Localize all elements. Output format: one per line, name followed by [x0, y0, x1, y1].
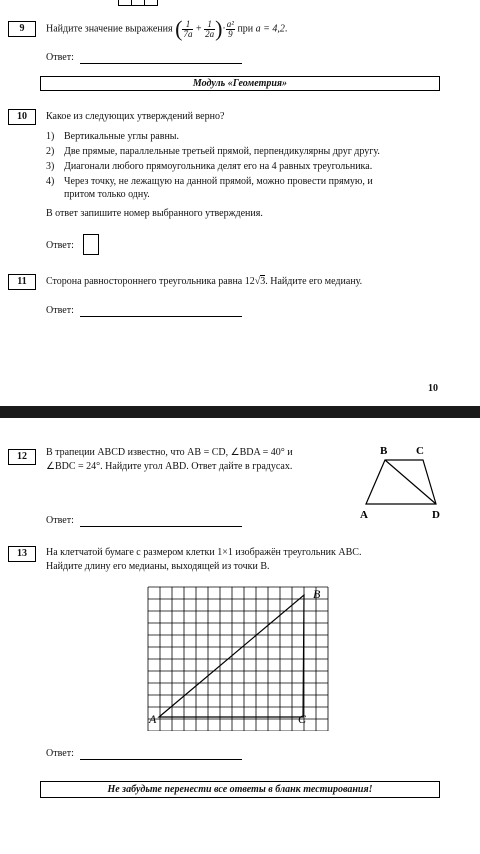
trapezoid-figure [356, 440, 452, 524]
right-paren: ) [215, 16, 223, 41]
label-a: A [360, 509, 368, 521]
top-cell [118, 0, 132, 6]
task10-item-3: 3) Диагонали любого прямоугольника делят его на 4 равных треугольника. [46, 161, 373, 172]
left-paren: ( [175, 16, 183, 41]
task11-number: 11 [8, 274, 36, 290]
grid-label-b: B [313, 587, 321, 601]
top-cell [131, 0, 145, 6]
task11-text-after: . Найдите его медиану. [265, 276, 363, 287]
grid-lines [148, 587, 328, 731]
top-cell [144, 0, 158, 6]
task10-instruction: В ответ запишите номер выбранного утверждения. [46, 208, 263, 219]
fraction-3: $\frac{\text{a²}}{9}$ [226, 18, 234, 39]
task9-answer-label: Ответ: [46, 52, 74, 63]
task11-answer-line[interactable] [80, 316, 242, 317]
footer-reminder: Не забудьте перенести все ответы в бланк тестирования! [40, 781, 440, 798]
task10-question: Какое из следующих утверждений верно? [46, 111, 225, 122]
task9-expression [46, 18, 287, 40]
trapezoid-outline [366, 460, 436, 504]
task13-line2: Найдите длину его медианы, выходящей из точки B. [46, 561, 270, 572]
page-divider [0, 406, 480, 418]
task10-item-4-cont: притом только одну. [64, 189, 150, 200]
diagonal-bd [385, 460, 436, 504]
task11-answer-label: Ответ: [46, 305, 74, 316]
task12-number: 12 [8, 449, 36, 465]
fraction-2: $\frac{1}{2a}$ [205, 18, 215, 39]
fraction-1: $\frac{1}{7a}$ [183, 18, 193, 39]
task9-condition: a = 4,2 [255, 23, 285, 35]
task9-answer-line[interactable] [80, 63, 242, 64]
sqrt-sign: √ [254, 276, 261, 287]
task10-number: 10 [8, 109, 36, 125]
task13-answer-line[interactable] [80, 759, 242, 760]
task10-item-1: 1) Вертикальные углы равны. [46, 131, 180, 142]
task9-text-before: Найдите значение выражения [46, 23, 173, 35]
task13-answer-label: Ответ: [46, 748, 74, 759]
task11-sqrt-value: 3 [260, 276, 266, 287]
task11-text-before: Сторона равностороннего треугольника равна 12 [46, 276, 255, 287]
task9-period: . [284, 23, 288, 35]
label-c: C [416, 445, 424, 457]
grid-label-a: A [149, 712, 157, 726]
page-number: 10 [428, 383, 438, 394]
task12-answer-label: Ответ: [46, 515, 74, 526]
task13-number: 13 [8, 546, 36, 562]
task12-answer-line[interactable] [80, 526, 242, 527]
plus-sign: + [195, 23, 202, 35]
task9-number: 9 [8, 21, 36, 37]
grid-label-c: C [298, 712, 307, 726]
triangle-grid-figure [146, 585, 330, 731]
task11-text [46, 275, 362, 288]
task9-text-after: при [237, 23, 254, 35]
task12-line2: ∠BDC = 24°. Найдите угол ABD. Ответ дайте в градусах. [46, 461, 293, 472]
label-d: D [432, 509, 440, 521]
triangle-abc [159, 595, 304, 717]
label-b: B [380, 445, 388, 457]
task10-answer-box[interactable] [83, 234, 99, 255]
task10-item-4: 4) Через точку, не лежащую на данной прямой, можно провести прямую, и [46, 176, 373, 187]
task10-answer-label: Ответ: [46, 240, 74, 251]
module-title: Модуль «Геометрия» [40, 76, 440, 91]
dot-sign: · [222, 23, 226, 35]
task10-item-2: 2) Две прямые, параллельные третьей прямой, перпендикулярны друг другу. [46, 146, 380, 157]
task13-line1: На клетчатой бумаге с размером клетки 1×1 изображён треугольник ABC. [46, 547, 362, 558]
task12-line1: В трапеции ABCD известно, что AB = CD, ∠BDA = 40° и [46, 447, 293, 458]
